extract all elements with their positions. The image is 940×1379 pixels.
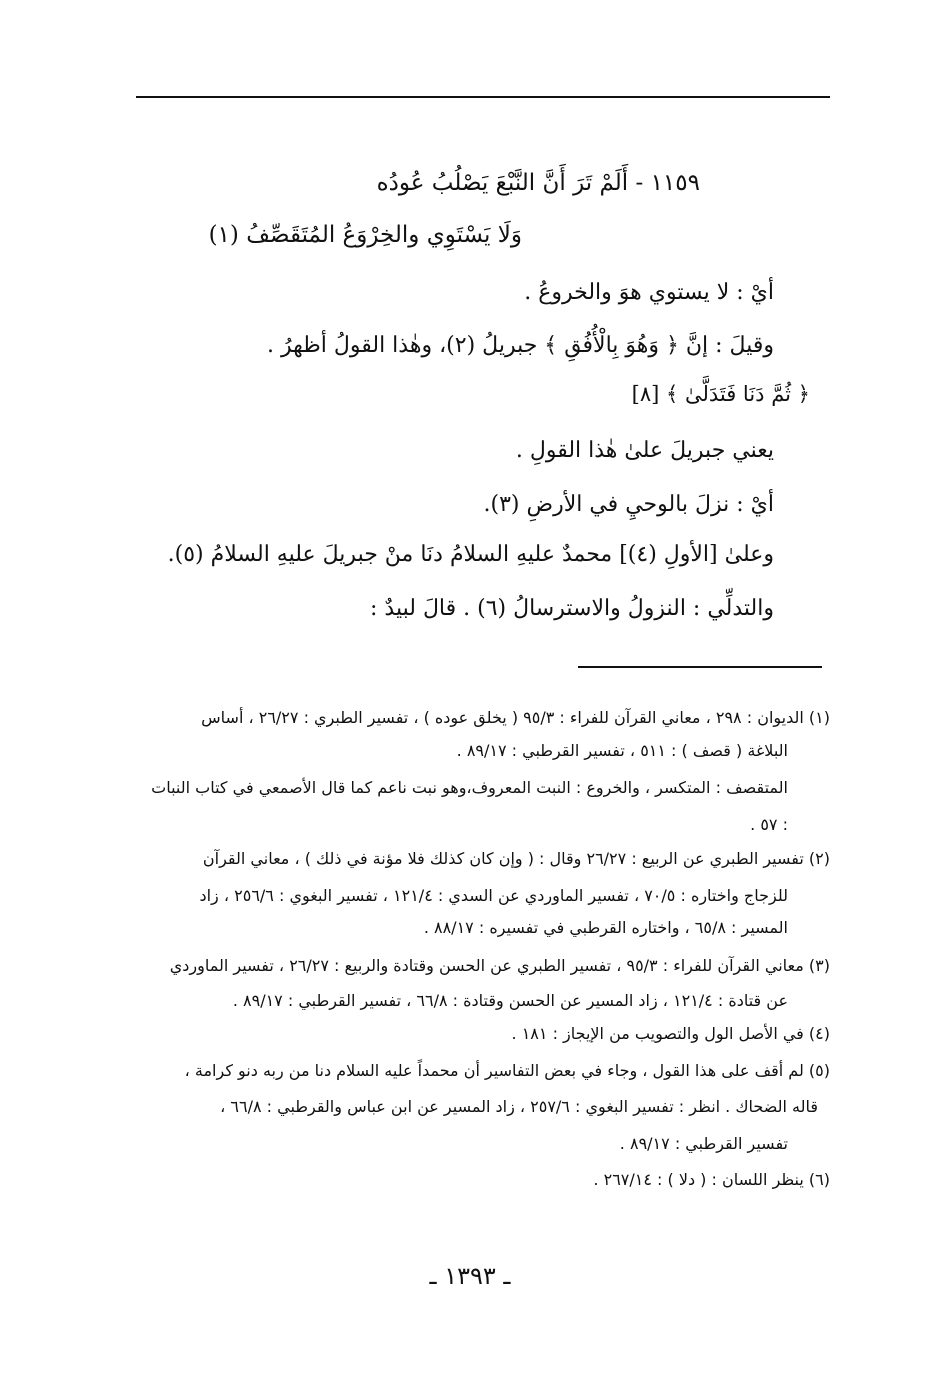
body-line-5: أيْ : نزلَ بالوحيِ في الأرضِ (٣). — [483, 492, 774, 517]
quran-verse-line: ﴿ ثُمَّ دَنَا فَتَدَلَّىٰ ﴾ [٨] — [631, 382, 810, 406]
footnote-6: (٦) ينظر اللسان : ( دلا ) : ٢٦٧/١٤ . — [593, 1170, 830, 1189]
footnote-2-line-1: (٢) تفسير الطبري عن الربيع : ٢٦/٢٧ وقال : ( وإن كان كذلك فلا مؤنة في ذلك ) ، معاني القرآن — [202, 849, 830, 868]
footnote-3-line-1: (٣) معاني القرآن للفراء : ٩٥/٣ ، تفسير الطبري عن الحسن وقتادة والربيع : ٢٦/٢٧ ، تفسير الماوردي — [169, 956, 830, 975]
footnote-2-line-3: المسير : ٦٥/٨ ، واختاره القرطبي في تفسيره : ٨٨/١٧ . — [423, 918, 788, 937]
footnote-5-line-3: تفسير القرطبي : ٨٩/١٧ . — [619, 1134, 788, 1153]
body-line-1: أيْ : لا يستوي هوَ والخروعُ . — [524, 280, 774, 305]
footnote-5-line-1: (٥) لم أقف على هذا القول ، وجاء في بعض التفاسير أن محمداً عليه السلام دنا من ربه دنو كرامة ، — [184, 1061, 830, 1080]
footnote-5-line-2: قاله الضحاك . انظر : تفسير البغوي : ٢٥٧/٦ ، زاد المسير عن ابن عباس والقرطبي : ٦٦/٨ ، — [220, 1097, 818, 1116]
body-line-4: يعني جبريلَ علىٰ هٰذا القولِ . — [515, 438, 774, 463]
verse-line-1: ١١٥٩ - أَلَمْ تَرَ أَنَّ النَّبْعَ يَصْلُبُ عُودُه — [376, 170, 700, 196]
header-rule — [136, 96, 830, 98]
body-line-2: وقيلَ : إنَّ ﴿ وَهُوَ بِالْأُفُقِ ﴾ جبريلُ (٢)، وهٰذا القولُ أظهرُ . — [267, 333, 774, 358]
body-line-7: والتدلِّي : النزولُ والاسترسالُ (٦) . قالَ لبيدٌ : — [370, 596, 774, 621]
footnote-4: (٤) في الأصل الول والتصويب من الإيجاز : ١٨١ . — [511, 1024, 830, 1043]
footnote-3-line-2: عن قتادة : ١٢١/٤ ، زاد المسير عن الحسن وقتادة : ٦٦/٨ ، تفسير القرطبي : ٨٩/١٧ . — [232, 991, 788, 1010]
footnote-1-line-1: (١) الديوان : ٢٩٨ ، معاني القرآن للفراء : ٩٥/٣ ( يخلق عوده ) ، تفسير الطبري : ٢٦/٢٧ ، أساس — [201, 708, 830, 727]
footnote-1-line-4: : ٥٧ . — [750, 815, 788, 834]
footnote-1-line-3: المتقصف : المتكسر ، والخروع : النبت المعروف،وهو نبت ناعم كما قال الأصمعي في كتاب النبات — [151, 778, 788, 797]
footnote-1-line-2: البلاغة ( قصف ) : ٥١١ ، تفسير القرطبي : ٨٩/١٧ . — [456, 741, 788, 760]
footnote-separator — [578, 666, 822, 668]
page-number: ـ ١٣٩٣ ـ — [429, 1262, 511, 1290]
verse-line-2: وَلَا يَسْتَوِي والخِرْوَعُ المُتَقَصِّفُ (١) — [208, 222, 522, 248]
footnote-2-line-2: للزجاج واختاره : ٧٠/٥ ، تفسير الماوردي عن السدي : ١٢١/٤ ، تفسير البغوي : ٢٥٦/٦ ، زاد — [199, 886, 788, 905]
body-line-6: وعلىٰ [الأولِ (٤)] محمدٌ عليهِ السلامُ دنَا منْ جبريلَ عليهِ السلامُ (٥). — [167, 542, 774, 567]
